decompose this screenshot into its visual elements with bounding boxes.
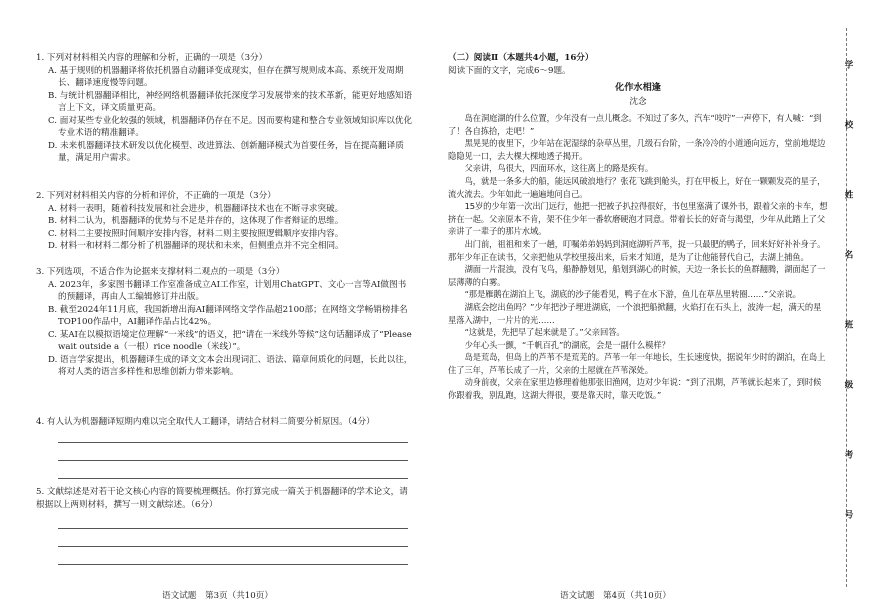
question-3-option-c: C. 某AI在以模拟语境定位理解“一米线”的语义，把“请在一米线外等候”这句话翻译成了“Please wait outside a（一根）rice noodle（米线）”。 xyxy=(48,329,412,352)
binding-line xyxy=(846,28,847,587)
question-3 xyxy=(36,266,414,379)
binding-field-label: 级 xyxy=(843,380,853,389)
question-2 xyxy=(36,190,414,253)
answer-line[interactable] xyxy=(58,460,408,461)
right-page xyxy=(430,0,830,615)
passage-author: 沈念 xyxy=(629,97,647,107)
question-2-option-d: D. 材料一和材料二都分析了机器翻译的现状和未来，但侧重点并不完全相同。 xyxy=(48,241,344,251)
answer-line[interactable] xyxy=(58,564,408,565)
question-5 xyxy=(36,486,414,511)
answer-line[interactable] xyxy=(58,546,408,547)
left-page-footer: 语文试题 第3页（共10页） xyxy=(162,591,273,601)
binding-field-label: 姓 xyxy=(843,190,853,199)
question-3-option-a: A. 2023年，多家图书翻译工作室准备成立AI工作室，计划用ChatGPT、文心一言等AI做图书的预翻译，再由人工编辑修订并出版。 xyxy=(48,279,407,302)
binding-field-label: 校 xyxy=(843,120,853,129)
passage-paragraph: 湖底会挖出鱼吗？”少年把沙子埋进湖底，一个浪把船掀翻，火焰打在石头上，波涛一起，满天的星星落入湖中，一片片的光…… xyxy=(448,301,822,325)
binding-field-label: 学 xyxy=(843,60,853,69)
question-3-option-d: D. 语言学家提出，机器翻译生成的译文文本会出现词汇、语法、篇章间质化的问题，长此以往，将对人类的语言多样性和思维创新力带来影响。 xyxy=(48,354,413,377)
question-1-stem: 1. 下列对材料相关内容的理解和分析，正确的一项是（3分） xyxy=(36,53,268,63)
passage-paragraph: 湖面一片混浊，没有飞鸟，船静静划见，船划到湖心的时候，天边一条长长的鱼群翻腾，湖面起了一层薄薄的白雾。 xyxy=(448,264,826,287)
answer-line[interactable] xyxy=(58,478,408,479)
passage-paragraph: “那是雁鹅在湖泊上飞，湖底的沙子能看见，鸭子在水下游，鱼儿在草丛里转圈……”父亲说。 xyxy=(464,289,801,300)
passage-paragraph: 鸟，就是一条多大的船，能远风破浪地行？张花飞跳到舱头，打在甲板上，好在一颗颗发亮的星子，流火流去。少年如此一遍遍地问自己。 xyxy=(448,175,826,199)
passage-paragraph: 少年心头一颤，“千帆百孔”的湖底，会是一副什么模样？ xyxy=(464,339,670,350)
question-4-stem: 4. 有人认为机器翻译短期内难以完全取代人工翻译，请结合材料二简要分析原因。（4分） xyxy=(36,417,375,427)
question-1-option-b: B. 与统计机器翻译相比，神经网络机器翻译依托深度学习发展带来的技术革新，能更好地感知语言上下文，译文质量更高。 xyxy=(48,90,413,113)
right-page-footer: 语文试题 第4页（共10页） xyxy=(560,591,671,601)
question-5-stem: 5. 文献综述是对若干论文核心内容的简要梳理概括。你打算完成一篇关于机器翻译的学术论文，请根据以上两则材料，撰写一则文献综述。（6分） xyxy=(36,487,408,510)
binding-field-label: 名 xyxy=(843,250,853,259)
binding-field-label: 班 xyxy=(843,320,853,329)
question-2-option-c: C. 材料二主要按照时间顺序安排内容，材料二则主要按照逻辑顺序安排内容。 xyxy=(48,228,344,239)
binding-field-label: 号 xyxy=(843,510,853,519)
question-3-option-b: B. 截至2024年11月底，我国新增出海AI翻译网络文学作品超2100部；在网络文学畅销榜排名TOP100作品中，AI翻译作品占比42%。 xyxy=(48,304,408,327)
left-page xyxy=(0,0,420,615)
passage-body xyxy=(448,112,828,580)
question-1-option-d: D. 未来机器翻译技术研发以优化模型、改进算法、创新翻译模式为首要任务，旨在提高翻译质量，满足用户需求。 xyxy=(48,140,404,163)
answer-line[interactable] xyxy=(58,442,408,443)
passage-paragraph: 岛是荒岛，但岛上的芦苇不是荒芜的。芦苇一年一年地长，生长速度快，据说年少时的湖泊，在岛上住了三年，芦苇长成了一片，父亲的土屋就在芦苇深处。 xyxy=(448,352,826,375)
binding-field-label: 考 xyxy=(843,450,853,459)
question-2-option-a: A. 材料一表明，随着科技发展和社会进步，机器翻译技术也在不断寻求突破。 xyxy=(48,203,344,214)
question-1-option-c: C. 面对某些专业化较强的领域，机器翻译仍存在不足。因而要构建和整合专业领域知识库以优化专业术语的精准翻译。 xyxy=(48,115,413,138)
passage-paragraph: 岛在洞庭湖的什么位置，少年没有一点儿概念。不知过了多久，汽车“吱咛”一声停下，有人喊：“到了！各自拣拾，走吧！” xyxy=(448,113,822,136)
binding-strip xyxy=(828,0,870,615)
answer-line[interactable] xyxy=(58,528,408,529)
passage-title: 化作水相逢 xyxy=(615,82,661,93)
question-2-option-b: B. 材料二认为，机器翻译的优势与不足是并存的，这体现了作者辩证的思维。 xyxy=(48,216,344,226)
passage-paragraph: 出门前，祖祖和来了一趟，叮嘱弟弟妈妈到洞庭湖听芦苇，捉一只最肥的鸭子，回来好好补补身子。那年少年正在读书，父亲把他从学校里接出来，后来才知道，是为了让他能替代自己，去湖上捕鱼。 xyxy=(448,238,826,262)
question-1 xyxy=(36,52,414,165)
question-3-stem: 3. 下列选项，不适合作为论据来支撑材料二观点的一项是（3分） xyxy=(36,267,285,277)
question-4 xyxy=(36,416,414,429)
question-1-option-a: A. 基于规则的机器翻译将依托机器自动翻译变成现实，但存在撰写规则成本高、系统开发周期长、翻译速度慢等问题。 xyxy=(48,65,404,88)
section-instruction: 阅读下面的文字，完成6～9题。 xyxy=(448,66,571,76)
passage-paragraph: 动身前夜，父亲在家里边修理着他那张旧渔网，边对少年说：“到了汛期，芦苇就长起来了，到时候你跟着我，别乱跑，这湖大得很，要是靠天时，靠天吃饭。” xyxy=(448,377,822,401)
passage-paragraph: 15岁的少年第一次出门远行，他把一把被子扒拉得很好，书包里塞满了课外书，跟着父亲的卡车，想挤在一起。父亲原本不肯，架不住少年一番软磨硬泡才同意。带着长长的好奇与渴望，少年从此踏上了父亲讲了一辈子的那片水域。 xyxy=(448,201,828,237)
question-2-stem: 2. 下列对材料相关内容的分析和评价，不正确的一项是（3分） xyxy=(36,191,276,201)
passage-paragraph: 黑晃晃的夜里下，少年站在泥湿绿的杂草丛里，几级石台阶，一条冷冷的小道通向远方，堂前地堤边隐隐见一口，去大棵大棵地透子揭开。 xyxy=(448,138,826,161)
section-heading: （二）阅读Ⅱ（本题共4小题，16分） xyxy=(448,53,594,63)
passage-paragraph: 父亲讲，鸟很大，四面环水，这往离上的路是疾有。 xyxy=(464,163,654,174)
passage-paragraph: “这就是，先把早了起来就是了。”父亲回答。 xyxy=(464,327,625,338)
